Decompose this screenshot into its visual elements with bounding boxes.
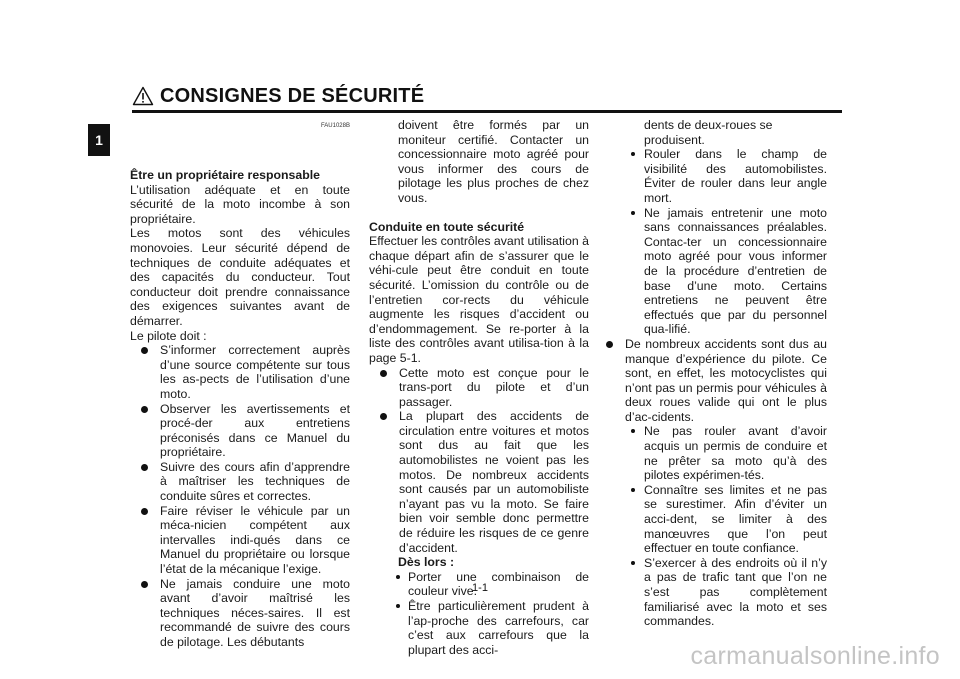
page-header: [132, 84, 842, 108]
watermark: carmanualsonline.info: [690, 642, 940, 670]
sub-list-item-text: S’exercer à des endroits où il n’y a pas de trafic tant que l’on ne s’est pas complètement familiarisé avec la moto et ses commandes.: [644, 555, 827, 629]
paragraph: Effectuer les contrôles avant utilisation à chaque départ afin de s’assurer que le véhi-cule peut être conduit en toute sécurité. L’omission du contrôle ou de l’entretien cor-rects du véhicule augmente les risques d’accident ou d’endommagement. Se re-porter à la liste des contrôles avant utilisa-tion à la page 5-1.: [369, 234, 589, 365]
sub-list-item-text: Porter une combinaison de couleur vive.: [408, 569, 589, 599]
list-item: [130, 343, 350, 401]
sub-list-item: [605, 556, 827, 629]
des-lors-label: Dès lors :: [398, 555, 455, 570]
sub-list-item-text: Être particulièrement prudent à l’ap-proche des carrefours, car c’est aux carrefours que la plupart des acci-: [408, 599, 589, 657]
sub-list-item-text: Connaître ses limites et ne pas se surestimer. Afin d’éviter un acci-dent, se limiter à des manœuvres que l’on peut effectuer en toute confiance.: [644, 482, 827, 556]
spacer: [369, 206, 589, 220]
bullet-icon: [141, 508, 148, 515]
column-3: [605, 118, 827, 629]
list-item-text: Cette moto est conçue pour le trans-port du pilote et d’un passager.: [399, 365, 589, 409]
section-heading-safe-riding: Conduite en toute sécurité: [369, 219, 525, 234]
column-1: [130, 118, 350, 650]
sub-list-item: [605, 147, 827, 205]
warning-triangle-icon: [132, 86, 154, 106]
sub-bullet-icon: [631, 211, 635, 215]
list-item: [130, 577, 350, 650]
sub-list-item: [605, 424, 827, 482]
sub-list-item: [605, 483, 827, 556]
section-heading-responsible-owner: Être un propriétaire responsable: [130, 168, 320, 182]
sub-bullet-icon: [631, 561, 635, 565]
paragraph: Les motos sont des véhicules monovoies. Leur sécurité dépend de techniques de conduite adéquates et des capacités du conducteur. Tout conducteur doit prendre connaissance des exigences suivantes avant de démarrer.: [130, 226, 350, 328]
page-title: CONSIGNES DE SÉCURITÉ: [160, 84, 425, 107]
list-item: [130, 460, 350, 504]
sub-bullet-icon: [631, 488, 635, 492]
paragraph: Le pilote doit :: [130, 328, 207, 343]
list-item-text: Ne jamais conduire une moto avant d’avoir maîtrisé les techniques néces-saires. Il est recommandé de suivre des cours de pilotage. Les débutants: [160, 576, 350, 649]
bullet-icon: [141, 464, 148, 471]
list-item: [605, 337, 827, 425]
sub-bullet-icon: [631, 429, 635, 433]
sub-bullet-icon: [396, 604, 400, 608]
list-item-text: Suivre des cours afin d’apprendre à maîtriser les techniques de conduite sûres et correctes.: [160, 459, 350, 504]
list-item-text: Observer les avertissements et procé-der aux entretiens préconisés dans ce Manuel du propriétaire.: [160, 401, 350, 460]
paragraph: L’utilisation adéquate et en toute sécurité de la moto incombe à son propriétaire.: [130, 182, 350, 226]
sub-list-item: [605, 206, 827, 337]
page-code: FAU1028B: [320, 123, 350, 129]
list-item-text: S’informer correctement auprès d’une source compétente sur tous les as-pects de l’utilisation d’une moto.: [160, 343, 350, 401]
header-rule: [132, 110, 842, 113]
sub-list-item-text: Ne pas rouler avant d’avoir acquis un permis de conduire et ne prêter sa moto qu’à des pilotes expérimen-tés.: [644, 424, 827, 483]
list-item-text: Faire réviser le véhicule par un méca-nicien compétent aux intervalles indi-qués dans ce Manuel du propriétaire ou lorsque l’état de la mécanique l’exige.: [160, 503, 350, 577]
list-item: [130, 504, 350, 577]
bullet-icon: [606, 341, 613, 348]
bullet-icon: [380, 370, 387, 377]
page-number: 1-1: [472, 582, 488, 594]
sub-list-item: [369, 599, 589, 657]
bullet-icon: [141, 347, 148, 354]
sub-bullet-icon: [396, 575, 400, 579]
list-item-continued: doivent être formés par un moniteur certifié. Contacter un concessionnaire moto agréé pour vous informer des cours de pilotage les plus proches de chez vous.: [398, 118, 589, 205]
list-item: [130, 402, 350, 460]
bullet-icon: [380, 413, 387, 420]
list-item-text: La plupart des accidents de circulation entre voitures et motos sont dus au fait que les automobilistes ne voient pas les motos. De nombreux accidents sont causés par un automobiliste n’ayant pas vu la moto. Se faire bien voir semble donc permettre de réduire les risques de ce genre d’accident.: [399, 409, 589, 555]
sub-list-item-text: Rouler dans le champ de visibilité des automobilistes. Éviter de rouler dans leur angle mort.: [644, 147, 827, 205]
list-item: [369, 409, 589, 555]
list-item-text: De nombreux accidents sont dus au manque d’expérience du pilote. Ce sont, en effet, les motocyclistes qui n’ont pas un permis pour véhicules à deux roues valide qui ont le plus d’ac-cidents.: [625, 336, 827, 424]
sub-list-item-continued: dents de deux-roues se produisent.: [644, 118, 773, 147]
bullet-icon: [141, 406, 148, 413]
list-item: [369, 366, 589, 410]
chapter-tab: 1: [88, 124, 110, 156]
sub-bullet-icon: [631, 152, 635, 156]
bullet-icon: [141, 581, 148, 588]
sub-list-item-text: Ne jamais entretenir une moto sans connaissances préalables. Contac-ter un concessionnaire moto agréé pour vous informer de la procédure d’entretien de base d’une moto. Certains entretiens ne peuvent être effectués que par du personnel qua-lifié.: [644, 205, 827, 337]
column-2: [369, 118, 589, 657]
